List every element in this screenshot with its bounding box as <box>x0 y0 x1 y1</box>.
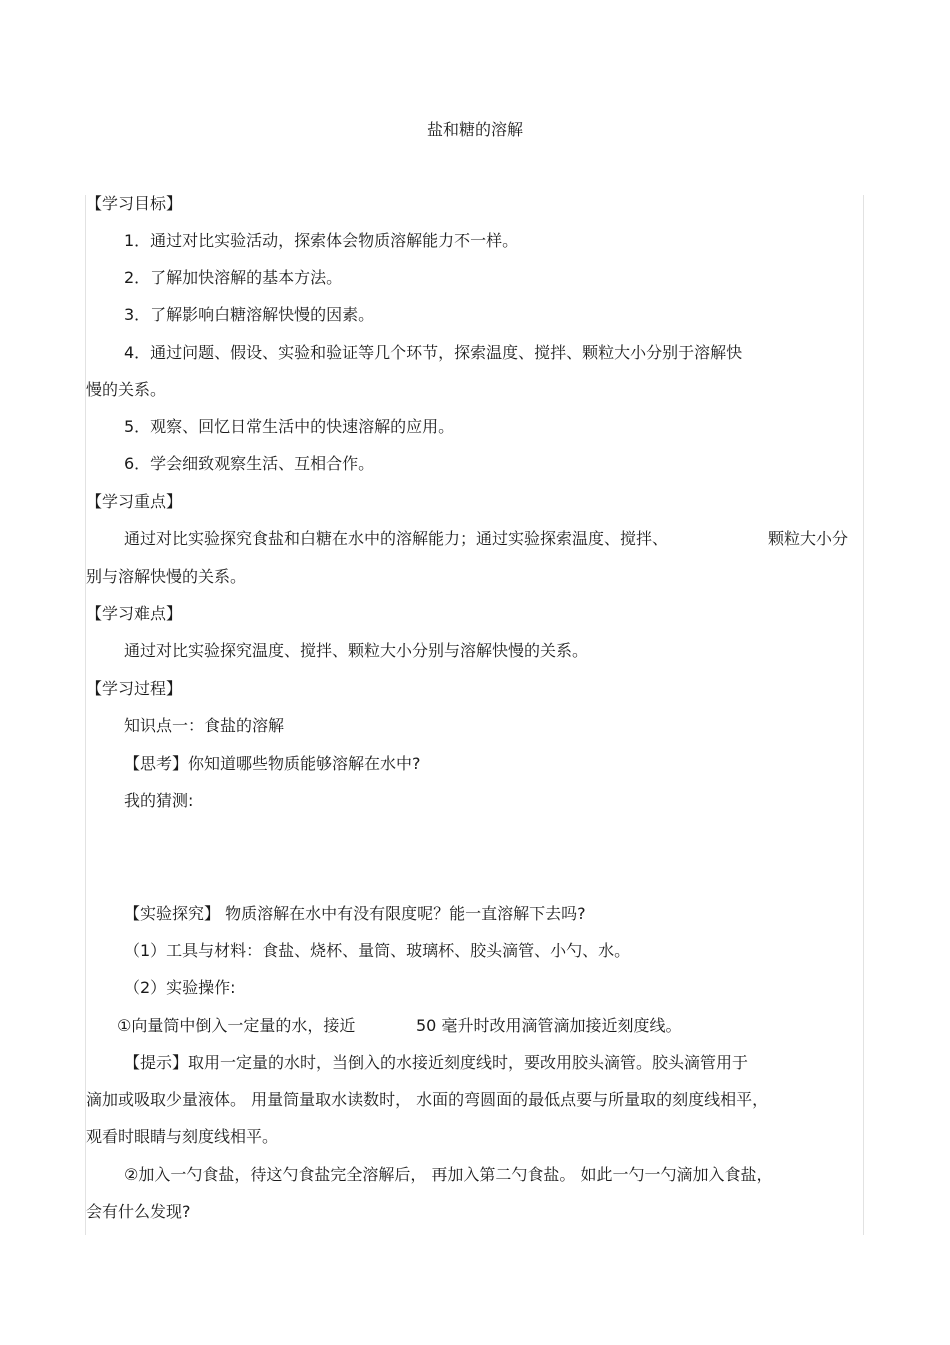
objective-item-4: 4．通过问题、假设、实验和验证等几个环节，探索温度、搅拌、颗粒大小分别于溶解快 <box>124 343 743 362</box>
key-points-line-2: 别与溶解快慢的关系。 <box>86 567 247 586</box>
frame-right-border <box>863 195 864 1235</box>
guess-label: 我的猜测: <box>124 791 194 810</box>
think-question: 【思考】你知道哪些物质能够溶解在水中? <box>124 754 421 773</box>
step-2-line-2: 会有什么发现? <box>86 1202 191 1221</box>
key-points-heading: 【学习重点】 <box>86 492 183 511</box>
difficulties-line-1: 通过对比实验探究温度、搅拌、颗粒大小分别与溶解快慢的关系。 <box>124 641 589 660</box>
difficulties-heading: 【学习难点】 <box>86 604 183 623</box>
document-title: 盐和糖的溶解 <box>426 120 523 139</box>
tip-line-3: 观看时眼睛与刻度线相平。 <box>86 1127 279 1146</box>
key-points-line-1b: 颗粒大小分 <box>768 529 849 548</box>
tip-line-2: 滴加或吸取少量液体。 用量筒量取水读数时， 水面的弯圆面的最低点要与所量取的刻度线相平， <box>86 1090 769 1109</box>
key-points-line-1a: 通过对比实验探究食盐和白糖在水中的溶解能力；通过实验探索温度、搅拌、 <box>124 529 669 548</box>
objective-item-1: 1．通过对比实验活动，探索体会物质溶解能力不一样。 <box>124 231 519 250</box>
process-heading: 【学习过程】 <box>86 679 183 698</box>
step-1-line-a: ①向量筒中倒入一定量的水，接近 <box>117 1016 356 1035</box>
objective-item-5: 5．观察、回忆日常生活中的快速溶解的应用。 <box>124 417 455 436</box>
operation-line: （2）实验操作: <box>124 978 236 997</box>
objective-item-4-cont: 慢的关系。 <box>86 380 167 399</box>
objective-item-3: 3．了解影响白糖溶解快慢的因素。 <box>124 305 375 324</box>
objectives-heading: 【学习目标】 <box>86 194 183 213</box>
step-2-line-1: ②加入一勺食盐，待这勺食盐完全溶解后， 再加入第二勺食盐。 如此一勺一勺滴加入食盐， <box>124 1165 773 1184</box>
tip-line-1: 【提示】取用一定量的水时，当倒入的水接近刻度线时，要改用胶头滴管。胶头滴管用于 <box>124 1053 749 1072</box>
experiment-question: 【实验探究】 物质溶解在水中有没有限度呢？能一直溶解下去吗? <box>124 904 586 923</box>
materials-line: （1）工具与材料：食盐、烧杯、量筒、玻璃杯、胶头滴管、小勺、水。 <box>124 941 631 960</box>
objective-item-6: 6．学会细致观察生活、互相合作。 <box>124 454 375 473</box>
frame-left-border <box>85 195 86 1235</box>
step-1-line-b: 50 毫升时改用滴管滴加接近刻度线。 <box>416 1016 682 1035</box>
objective-item-2: 2．了解加快溶解的基本方法。 <box>124 268 343 287</box>
knowledge-point: 知识点一：食盐的溶解 <box>124 716 285 735</box>
